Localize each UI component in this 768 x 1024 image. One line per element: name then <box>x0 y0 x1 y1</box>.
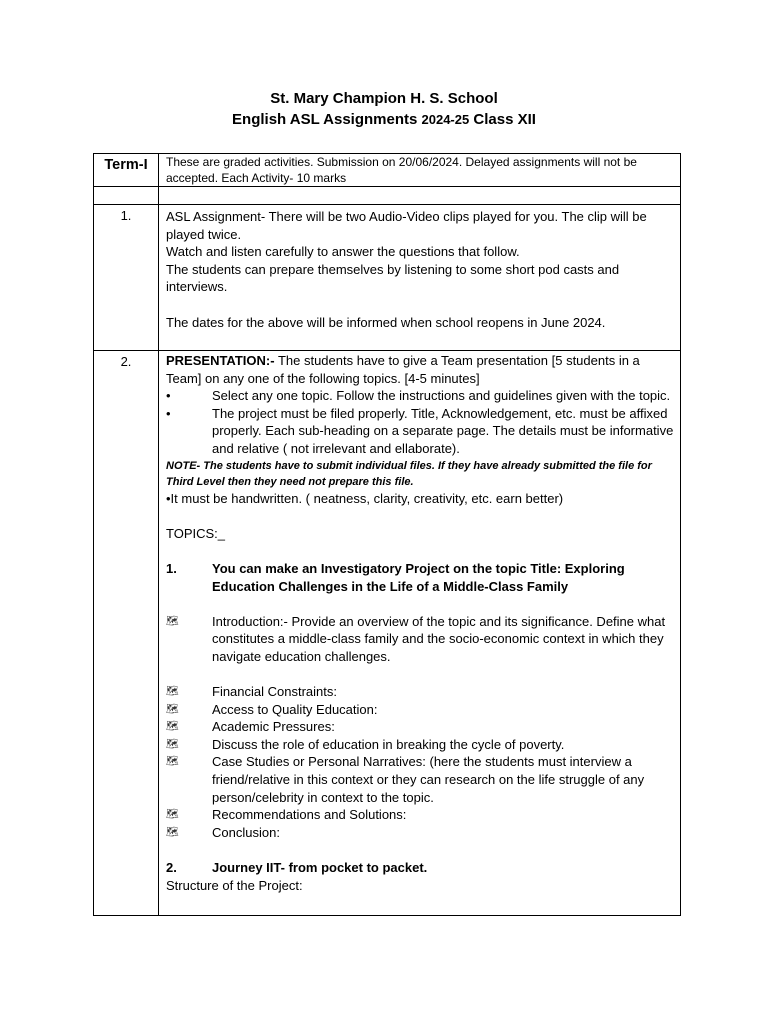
map-icon: 🗺 <box>166 809 178 821</box>
presentation-paragraph <box>166 352 674 387</box>
row-number: 2. <box>120 354 132 369</box>
assignment-row-1 <box>94 205 681 351</box>
map-icon: 🗺 <box>166 826 178 838</box>
topic-2-heading <box>166 859 674 877</box>
intro-text: Introduction:- Provide an overview of the topic and its significance. Define what constitutes a middle-class family and the socio-economic context in which they navigate education challenges. <box>212 613 666 664</box>
item-text: Access to Quality Education: <box>212 701 378 717</box>
presentation-text: The students have to give a Team presentation [5 students in a Team] on any one of the following topics. [4-5 minutes] <box>166 353 640 386</box>
topic-number: 2. <box>166 860 177 876</box>
intro-item <box>166 613 674 666</box>
spacer-row <box>94 187 681 205</box>
row-number: 1. <box>120 208 132 223</box>
asl-text-2: Watch and listen carefully to answer the questions that follow. <box>166 244 520 260</box>
item-text: Recommendations and Solutions: <box>212 807 407 823</box>
list-item <box>166 701 674 719</box>
topic-title: You can make an Investigatory Project on the topic Title: Exploring Education Challenges in the Life of a Middle-Class Family <box>212 560 625 594</box>
presentation-label: PRESENTATION:- <box>166 353 275 368</box>
term-label: Term-I <box>104 157 148 173</box>
list-item <box>166 806 674 824</box>
bullet-marker: • <box>166 405 171 421</box>
asl-text-3: The students can prepare themselves by listening to some short pod casts and interviews. <box>166 261 620 295</box>
bullet-text: The project must be filed properly. Title, Acknowledgement, etc. must be affixed properly. Each sub-heading on a separate page. The details must be informative and relative ( not irrelevant and ellaborate). <box>212 405 674 456</box>
title-prefix: English ASL Assignments <box>232 111 418 128</box>
topic-number: 1. <box>166 560 177 576</box>
list-item <box>166 753 674 806</box>
item-text: Conclusion: <box>212 824 280 840</box>
list-item <box>166 824 674 842</box>
handwritten-text: •It must be handwritten. ( neatness, clarity, creativity, etc. earn better) <box>166 490 564 506</box>
class-label: Class XII <box>473 111 536 128</box>
bullet-marker: • <box>166 388 171 404</box>
item-text: Discuss the role of education in breaking the cycle of poverty. <box>212 736 565 752</box>
bullet-text: Select any one topic. Follow the instructions and guidelines given with the topic. <box>212 388 671 404</box>
map-icon: 🗺 <box>166 703 178 715</box>
map-icon: 🗺 <box>166 721 178 733</box>
term-description: These are graded activities. Submission on 20/06/2024. Delayed assignments will not be accepted. Each Activity- 10 marks <box>166 155 637 185</box>
list-item <box>166 736 674 754</box>
map-icon: 🗺 <box>166 615 178 627</box>
page-title <box>0 111 768 129</box>
map-icon: 🗺 <box>166 738 178 750</box>
item-text: Case Studies or Personal Narratives: (here the students must interview a friend/relative in this context or they can research on the life struggle of any person/celebrity in context to the topic. <box>212 754 645 805</box>
academic-year: 2024-25 <box>421 112 470 127</box>
list-item <box>166 683 674 701</box>
bullet-item <box>166 405 674 458</box>
asl-dates: The dates for the above will be informed when school reopens in June 2024. <box>166 314 606 330</box>
asl-text-1: ASL Assignment- There will be two Audio-Video clips played for you. The clip will be played twice. <box>166 209 647 242</box>
assignment-table <box>93 153 681 916</box>
term-row <box>94 154 681 187</box>
list-item <box>166 718 674 736</box>
note-text: NOTE- The students have to submit individual files. If they have already submitted the file for Third Level then they need not prepare this file. <box>166 459 652 488</box>
school-name: St. Mary Champion H. S. School <box>270 90 498 107</box>
topics-label: TOPICS:_ <box>166 525 226 541</box>
item-text: Financial Constraints: <box>212 684 337 700</box>
structure-label: Structure of the Project: <box>166 877 303 893</box>
item-text: Academic Pressures: <box>212 719 335 735</box>
assignment-row-2 <box>94 351 681 916</box>
topic-title: Journey IIT- from pocket to packet. <box>212 860 428 876</box>
topic-1-heading <box>166 560 674 595</box>
map-icon: 🗺 <box>166 756 178 768</box>
bullet-item <box>166 387 674 405</box>
map-icon: 🗺 <box>166 686 178 698</box>
